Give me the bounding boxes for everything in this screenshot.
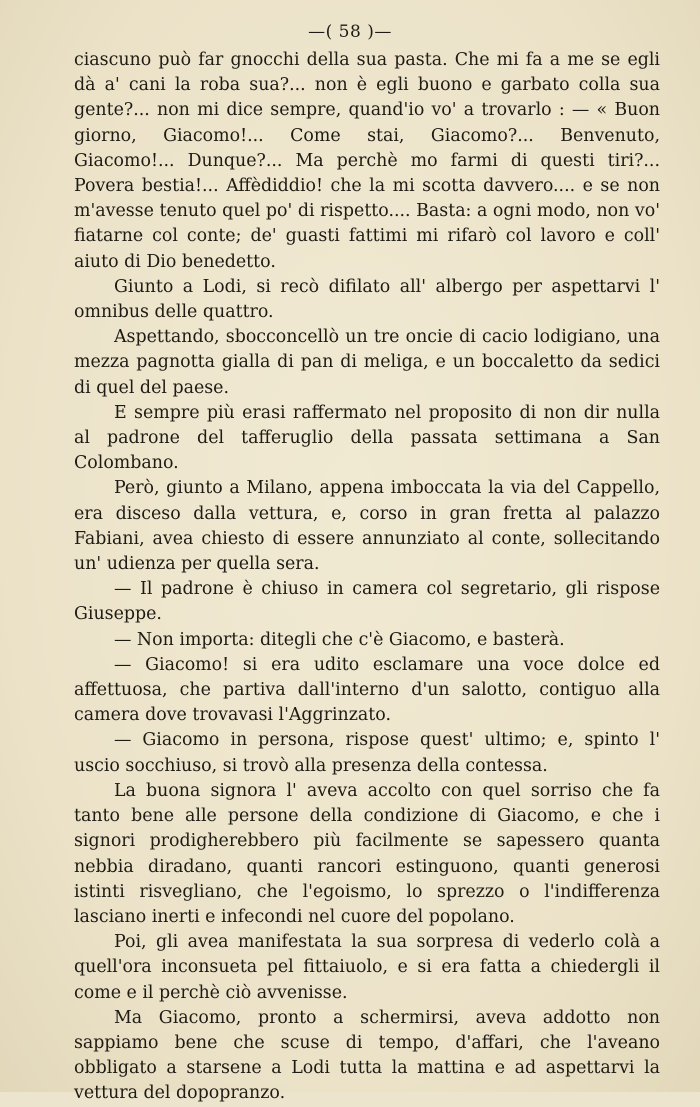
paragraph: — Non importa: ditegli che c'è Giacomo, e basterà. bbox=[114, 629, 565, 650]
paragraph: La buona signora l' aveva accolto con quel sorriso che fa tanto bene alle persone della condizione di Giacomo, e che i signori prodigherebbero più facilmente se sapessero quanta nebbia diradano, quanti rancori estinguono, quanti generosi istinti risvegliano, che l'egoismo, lo sprezzo o l'indifferenza lasciano inerti e infecondi nel cuore del popolano. bbox=[74, 780, 660, 927]
paragraph: — Giacomo in persona, rispose quest' ultimo; e, spinto l' uscio socchiuso, si trovò alla presenza della contessa. bbox=[74, 730, 660, 776]
paragraph: E sempre più erasi raffermato nel proposito di non dir nulla al padrone del tafferuglio della passata settimana a San Colombano. bbox=[74, 402, 660, 474]
page-body bbox=[74, 48, 660, 1107]
paragraph: ciascuno può far gnocchi della sua pasta. Che mi fa a me se egli dà a' cani la roba sua?... non è egli buono e garbato colla sua gente?... non mi dice sempre, quand'io vo' a trovarlo : — « Buon giorno, Giacomo!... Come stai, Giacomo?... Benvenuto, Giacomo!... Dunque?... Ma perchè mo farmi di questi tiri?... Povera bestia!... Affèdiddio! che la mi scotta davvero.... e se non m'avesse tenuto quel po' di rispetto.... Basta: a ogni modo, non vo' fiatarne col conte; de' guasti fattimi mi rifarò col lavoro e coll' aiuto di Dio benedetto. bbox=[74, 50, 660, 272]
paragraph: Poi, gli avea manifestata la sua sorpresa di vederlo colà a quell'ora inconsueta pel fittaiuolo, e si era fatta a chiedergli il come e il perchè ciò avvenisse. bbox=[74, 932, 660, 1003]
page-number-header: —( 58 )— bbox=[308, 22, 392, 42]
paragraph: Ma Giacomo, pronto a schermirsi, aveva addotto non sappiamo bene che scuse di tempo, d'affari, che l'aveano obbligato a starsene a Lodi tutta la mattina e ad aspettarvi la vettura del dopopranzo. bbox=[74, 1007, 660, 1104]
paragraph: Però, giunto a Milano, appena imboccata la via del Cappello, era disceso dalla vettura, e, corso in gran fretta al palazzo Fabiani, avea chiesto di essere annunziato al conte, sollecitando un' udienza per quella sera. bbox=[74, 478, 660, 575]
paragraph: Giunto a Lodi, si recò difilato all' albergo per aspettarvi l' omnibus delle quattro. bbox=[74, 276, 660, 323]
paragraph: — Il padrone è chiuso in camera col segretario, gli rispose Giuseppe. bbox=[74, 579, 660, 625]
paragraph: — Giacomo! si era udito esclamare una voce dolce ed affettuosa, che partiva dall'interno d'un salotto, contiguo alla camera dove trovavasi l'Aggrinzato. bbox=[74, 654, 660, 726]
paragraph: Aspettando, sbocconcellò un tre oncie di cacio lodigiano, una mezza pagnotta gialla di pan di meliga, e un boccaletto da sedici di quel del paese. bbox=[74, 327, 660, 398]
